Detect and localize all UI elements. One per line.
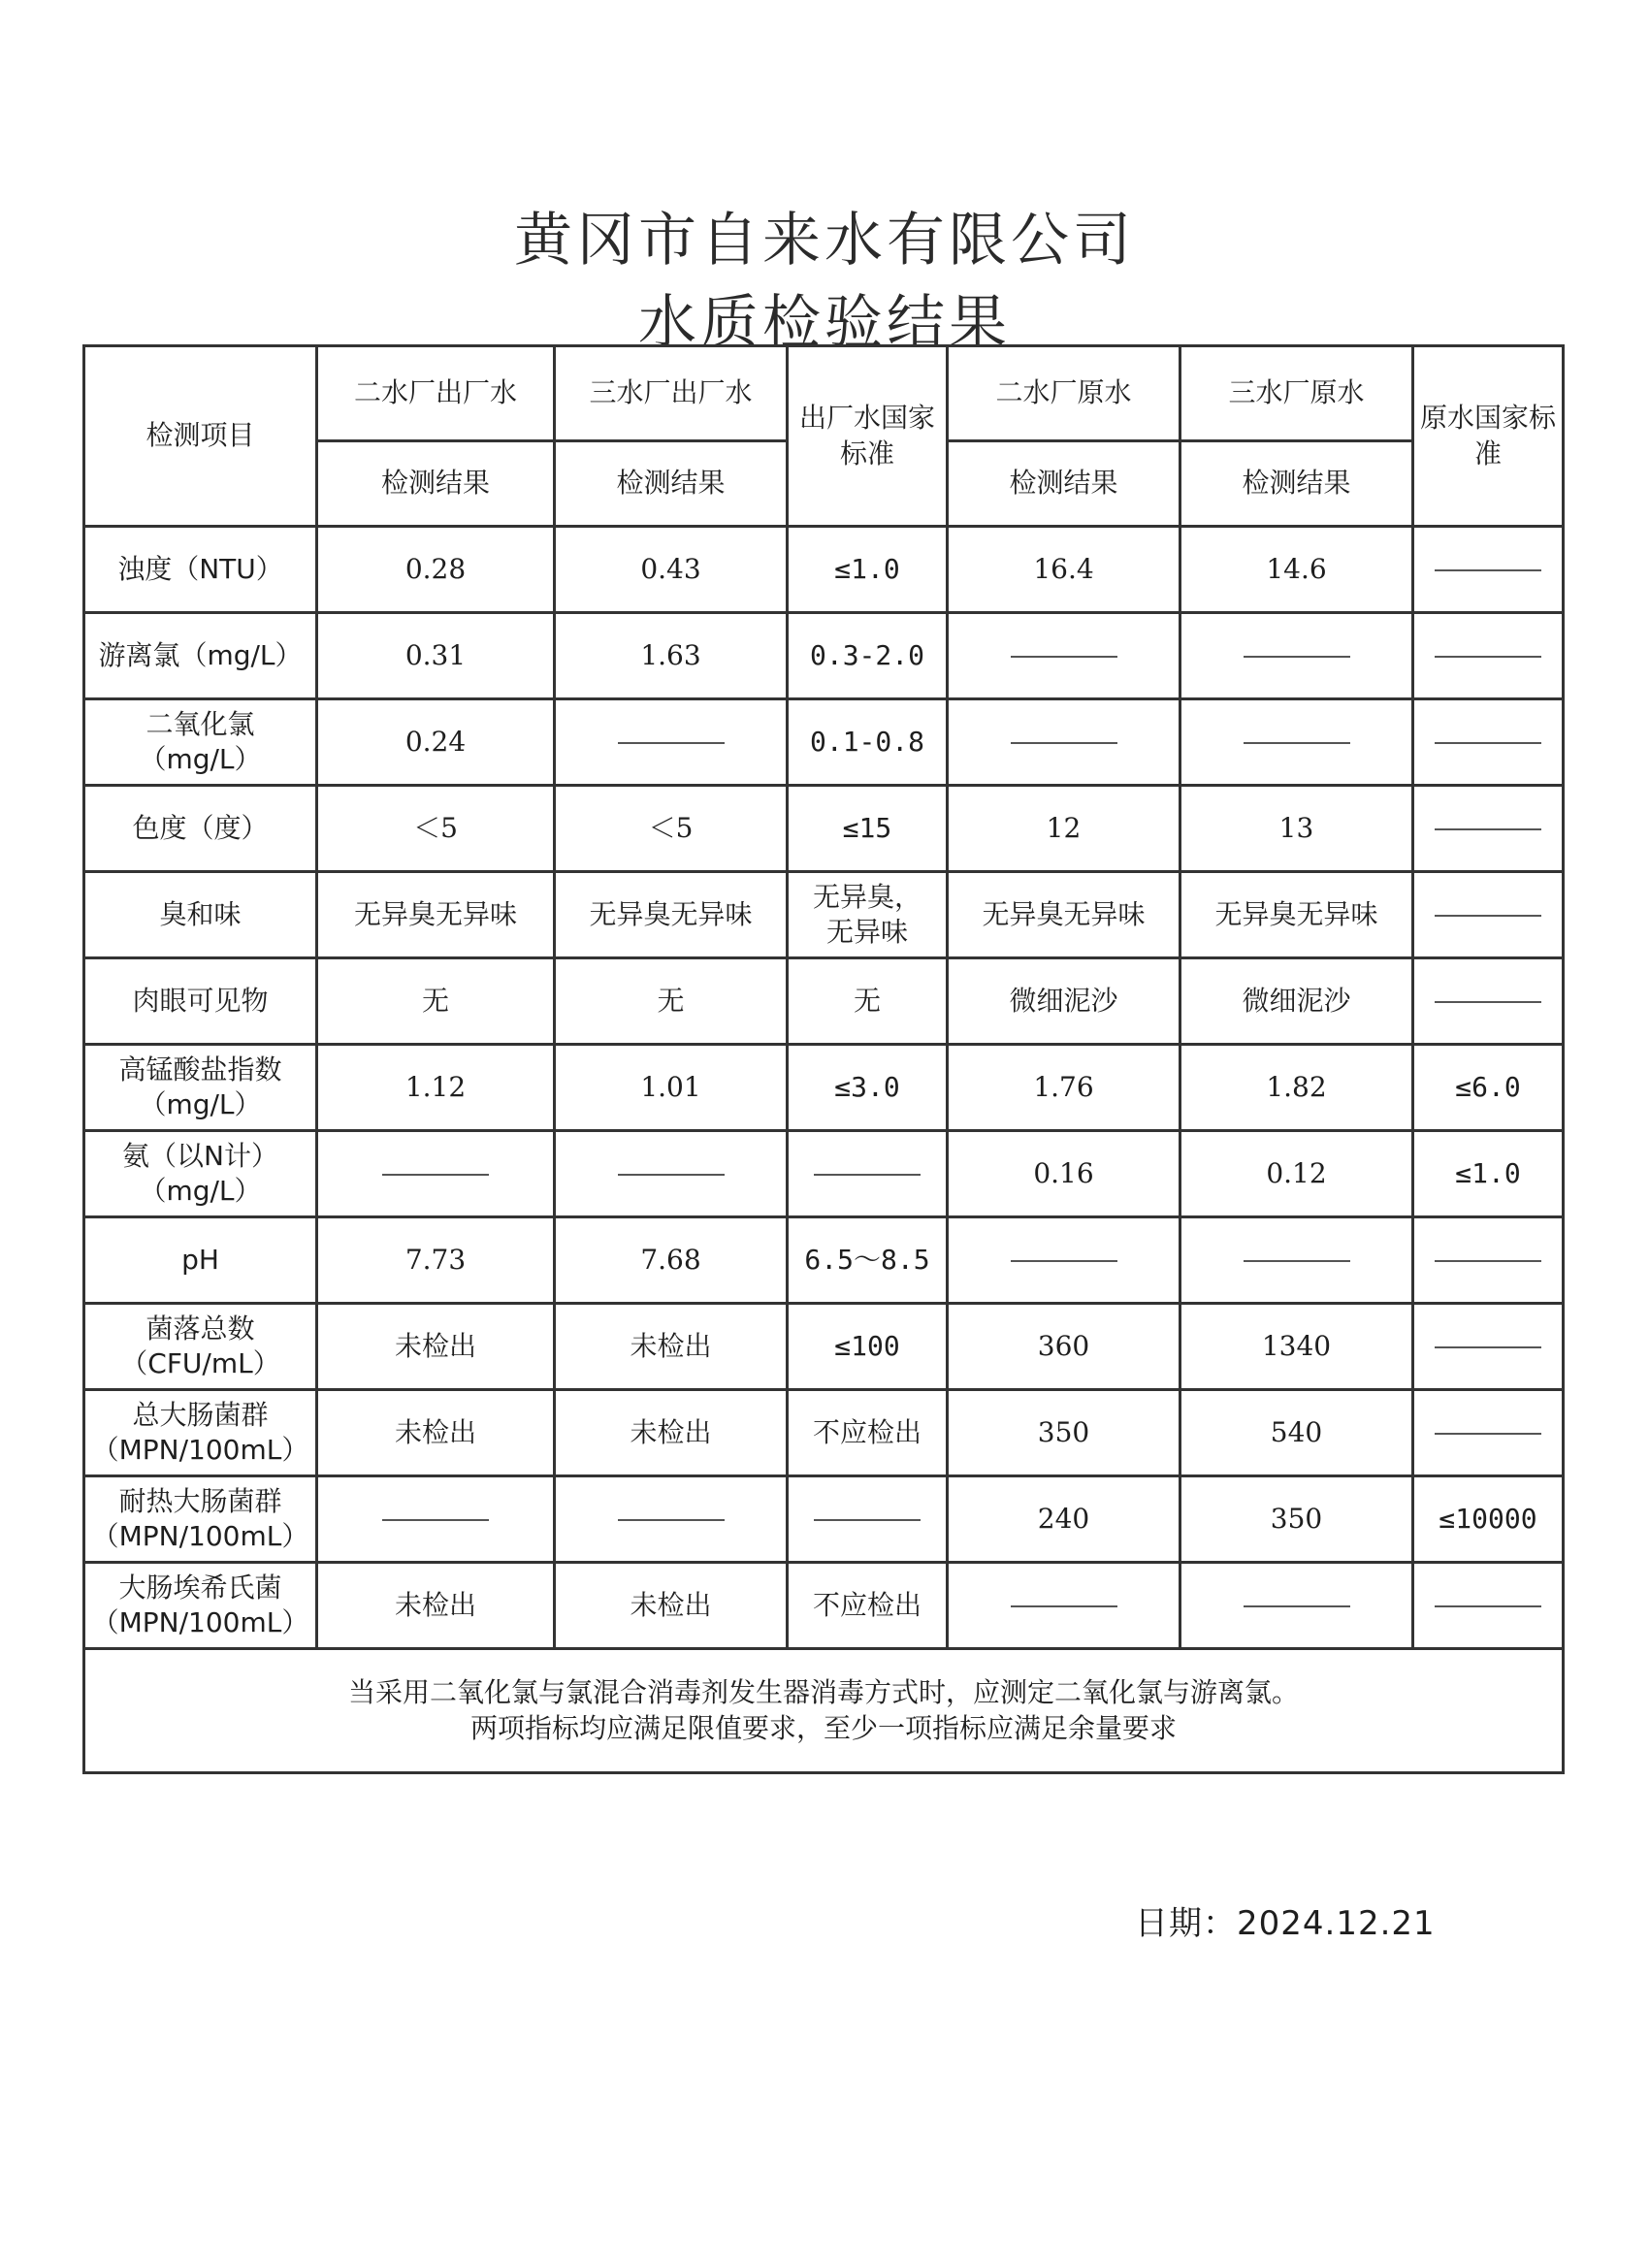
plant2-raw-result: 350 [948,1390,1180,1476]
empty-dash [555,699,788,786]
empty-dash [948,699,1180,786]
dash-line [1011,742,1117,744]
plant2-out-result: 未检出 [317,1304,555,1390]
plant2-out-result: 未检出 [317,1563,555,1649]
table-row [84,786,1564,872]
plant2-out-result: 无 [317,958,555,1045]
plant3-out-result: 未检出 [555,1390,788,1476]
out-standard-value: 不应检出 [788,1563,948,1649]
header-plant3-raw: 三水厂原水 [1180,346,1413,441]
item-name: 游离氯（mg/L） [84,613,317,699]
header-item: 检测项目 [84,346,317,527]
water-quality-table [82,344,1565,1774]
out-standard-value: 6.5～8.5 [788,1217,948,1304]
dash-line [618,1174,725,1176]
empty-dash [1413,1390,1564,1476]
plant3-out-result: 1.63 [555,613,788,699]
plant3-raw-result: 1340 [1180,1304,1413,1390]
header-result: 检测结果 [1180,441,1413,527]
empty-dash [555,1476,788,1563]
header-raw-standard: 原水国家标准 [1413,346,1564,527]
empty-dash [317,1131,555,1217]
table-row [84,958,1564,1045]
item-name: 总大肠菌群 （MPN/100mL） [84,1390,317,1476]
out-standard-value: ≤1.0 [788,527,948,613]
out-standard-value: 不应检出 [788,1390,948,1476]
header-plant2-raw: 二水厂原水 [948,346,1180,441]
table-row [84,1390,1564,1476]
out-standard-value: 0.3-2.0 [788,613,948,699]
dash-line [1011,656,1117,658]
empty-dash [317,1476,555,1563]
empty-dash [1413,958,1564,1045]
dash-line [1435,1001,1541,1003]
dash-line [618,1519,725,1521]
dash-line [1435,1433,1541,1435]
out-standard-value: ≤3.0 [788,1045,948,1131]
plant2-out-result: 0.31 [317,613,555,699]
dash-line [1435,1605,1541,1607]
plant3-out-result: ＜5 [555,786,788,872]
plant3-raw-result: 无异臭无异味 [1180,872,1413,958]
empty-dash [1413,613,1564,699]
item-name: 浊度（NTU） [84,527,317,613]
header-plant3-out: 三水厂出厂水 [555,346,788,441]
note-line: 当采用二氧化氯与氯混合消毒剂发生器消毒方式时，应测定二氧化氯与游离氯。 [347,1676,1299,1709]
empty-dash [1413,527,1564,613]
dash-line [1435,915,1541,917]
empty-dash [1413,1304,1564,1390]
plant2-raw-result: 无异臭无异味 [948,872,1180,958]
table-row [84,1563,1564,1649]
out-standard-value: ≤100 [788,1304,948,1390]
company-title: 黄冈市自来水有限公司 [514,207,1135,275]
plant2-raw-result: 240 [948,1476,1180,1563]
empty-dash [788,1476,948,1563]
table-row [84,1217,1564,1304]
plant3-raw-result: 350 [1180,1476,1413,1563]
raw-standard-value: ≤1.0 [1413,1131,1564,1217]
item-name: 大肠埃希氏菌 （MPN/100mL） [84,1563,317,1649]
raw-standard-value: ≤6.0 [1413,1045,1564,1131]
raw-standard-value: ≤10000 [1413,1476,1564,1563]
note-line: 两项指标均应满足限值要求，至少一项指标应满足余量要求 [469,1711,1177,1744]
empty-dash [1180,613,1413,699]
header-result: 检测结果 [948,441,1180,527]
out-standard-value: 无异臭， 无异味 [788,872,948,958]
dash-line [1435,656,1541,658]
plant2-out-result: 未检出 [317,1390,555,1476]
dash-line [814,1174,921,1176]
plant3-raw-result: 1.82 [1180,1045,1413,1131]
plant3-out-result: 无异臭无异味 [555,872,788,958]
plant2-raw-result: 360 [948,1304,1180,1390]
dash-line [1435,1346,1541,1348]
table-row [84,527,1564,613]
dash-line [1011,1260,1117,1262]
plant3-out-result: 无 [555,958,788,1045]
table-row [84,1131,1564,1217]
empty-dash [1180,1563,1413,1649]
dash-line [1244,1260,1350,1262]
table-note [84,1649,1564,1773]
table-row [84,613,1564,699]
plant3-raw-result: 14.6 [1180,527,1413,613]
plant2-out-result: ＜5 [317,786,555,872]
dash-line [1435,742,1541,744]
report-title: 水质检验结果 [638,289,1011,357]
report-date: 日期：2024.12.21 [1135,1904,1436,1943]
empty-dash [1180,1217,1413,1304]
empty-dash [555,1131,788,1217]
plant3-raw-result: 0.12 [1180,1131,1413,1217]
empty-dash [1180,699,1413,786]
empty-dash [1413,1563,1564,1649]
empty-dash [1413,786,1564,872]
item-name: 肉眼可见物 [84,958,317,1045]
item-name: 色度（度） [84,786,317,872]
out-standard-value: 0.1-0.8 [788,699,948,786]
dash-line [1011,1605,1117,1607]
plant2-out-result: 无异臭无异味 [317,872,555,958]
item-name: 二氧化氯 （mg/L） [84,699,317,786]
out-standard-value: 无 [788,958,948,1045]
empty-dash [788,1131,948,1217]
plant2-out-result: 7.73 [317,1217,555,1304]
plant2-out-result: 0.24 [317,699,555,786]
item-name: 耐热大肠菌群 （MPN/100mL） [84,1476,317,1563]
plant3-raw-result: 微细泥沙 [1180,958,1413,1045]
empty-dash [948,1563,1180,1649]
dash-line [1435,1260,1541,1262]
plant2-out-result: 0.28 [317,527,555,613]
item-name: 臭和味 [84,872,317,958]
dash-line [1435,828,1541,830]
plant2-raw-result: 1.76 [948,1045,1180,1131]
out-standard-value: ≤15 [788,786,948,872]
table-row [84,1045,1564,1131]
empty-dash [948,1217,1180,1304]
item-name: 高锰酸盐指数 （mg/L） [84,1045,317,1131]
empty-dash [1413,699,1564,786]
header-result: 检测结果 [317,441,555,527]
dash-line [814,1519,921,1521]
table-row [84,1476,1564,1563]
dash-line [618,742,725,744]
note-row [84,1649,1564,1773]
header-out-standard: 出厂水国家标准 [788,346,948,527]
plant2-raw-result: 微细泥沙 [948,958,1180,1045]
dash-line [382,1174,489,1176]
dash-line [1244,656,1350,658]
plant3-out-result: 7.68 [555,1217,788,1304]
plant2-raw-result: 12 [948,786,1180,872]
plant3-raw-result: 13 [1180,786,1413,872]
table-row [84,872,1564,958]
plant3-out-result: 1.01 [555,1045,788,1131]
empty-dash [1413,872,1564,958]
empty-dash [1413,1217,1564,1304]
header-plant2-out: 二水厂出厂水 [317,346,555,441]
plant2-raw-result: 16.4 [948,527,1180,613]
dash-line [1244,1605,1350,1607]
item-name: 氨（以N计） （mg/L） [84,1131,317,1217]
dash-line [1244,742,1350,744]
plant3-raw-result: 540 [1180,1390,1413,1476]
plant2-raw-result: 0.16 [948,1131,1180,1217]
plant3-out-result: 0.43 [555,527,788,613]
dash-line [1435,569,1541,571]
plant3-out-result: 未检出 [555,1563,788,1649]
table-row [84,699,1564,786]
header-result: 检测结果 [555,441,788,527]
empty-dash [948,613,1180,699]
table-row [84,1304,1564,1390]
dash-line [382,1519,489,1521]
item-name: pH [84,1217,317,1304]
plant2-out-result: 1.12 [317,1045,555,1131]
item-name: 菌落总数 （CFU/mL） [84,1304,317,1390]
plant3-out-result: 未检出 [555,1304,788,1390]
